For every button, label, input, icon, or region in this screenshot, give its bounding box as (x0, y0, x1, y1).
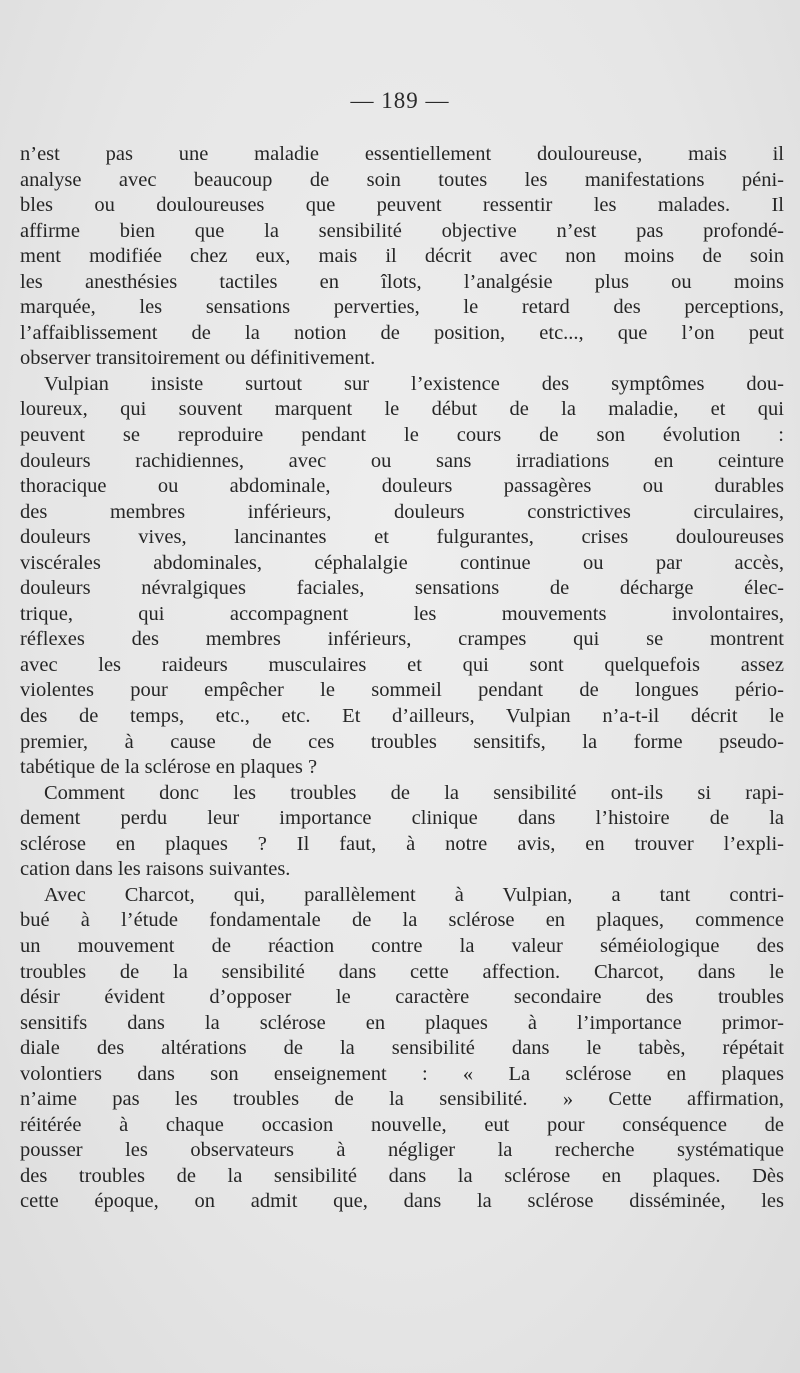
text-line: dement perdu leur importance clinique dans l’histoire de la (20, 807, 784, 830)
text-line: marquée, les sensations perverties, le retard des perceptions, (20, 296, 784, 319)
text-line: troubles de la sensibilité dans cette affection. Charcot, dans le (20, 960, 784, 983)
text-line: affirme bien que la sensibilité objective n’est pas profondé- (20, 219, 784, 242)
text-line: bué à l’étude fondamentale de la sclérose en plaques, commence (20, 909, 784, 932)
text-line: douleurs rachidiennes, avec ou sans irradiations en ceinture (20, 449, 784, 472)
text-line: sensitifs dans la sclérose en plaques à l’importance primor- (20, 1011, 784, 1034)
text-line: avec les raideurs musculaires et qui sont quelquefois assez (20, 653, 784, 676)
text-line: cation dans les raisons suivantes. (20, 858, 291, 881)
text-line: des de temps, etc., etc. Et d’ailleurs, Vulpian n’a-t-il décrit le (20, 705, 784, 728)
text-line: peuvent se reproduire pendant le cours de son évolution : (20, 424, 784, 447)
text-line: pousser les observateurs à négliger la recherche systématique (20, 1139, 784, 1162)
text-line: thoracique ou abdominale, douleurs passagères ou durables (20, 475, 784, 498)
text-line: n’est pas une maladie essentiellement douloureuse, mais il (20, 143, 784, 165)
text-line: Vulpian insiste surtout sur l’existence des symptômes dou- (44, 372, 784, 395)
text-line: les anesthésies tactiles en îlots, l’analgésie plus ou moins (20, 270, 784, 293)
text-line: Avec Charcot, qui, parallèlement à Vulpian, a tant contri- (44, 883, 784, 906)
page-number: — 189 — (350, 88, 450, 113)
text-line: viscérales abdominales, céphalalgie continue ou par accès, (20, 551, 784, 574)
text-line: un mouvement de réaction contre la valeur séméiologique des (20, 934, 784, 957)
text-line: réitérée à chaque occasion nouvelle, eut pour conséquence de (20, 1113, 784, 1136)
text-line: n’aime pas les troubles de la sensibilité. » Cette affirmation, (20, 1088, 784, 1111)
text-line: douleurs vives, lancinantes et fulgurantes, crises douloureuses (20, 526, 784, 549)
text-line: l’affaiblissement de la notion de position, etc..., que l’on peut (20, 321, 784, 344)
text-line: ment modifiée chez eux, mais il décrit avec non moins de soin (20, 245, 784, 268)
text-line: Comment donc les troubles de la sensibilité ont-ils si rapi- (44, 781, 784, 804)
text-line: cette époque, on admit que, dans la sclérose disséminée, les (20, 1190, 784, 1213)
text-line: sclérose en plaques ? Il faut, à notre avis, en trouver l’expli- (20, 832, 784, 855)
body-text (20, 142, 784, 1215)
text-line: analyse avec beaucoup de soin toutes les manifestations péni- (20, 168, 784, 191)
text-line: diale des altérations de la sensibilité dans le tabès, répétait (20, 1037, 784, 1060)
text-line: réflexes des membres inférieurs, crampes qui se montrent (20, 628, 784, 651)
text-line: volontiers dans son enseignement : « La sclérose en plaques (20, 1062, 784, 1085)
text-line: des membres inférieurs, douleurs constrictives circulaires, (20, 500, 784, 523)
text-line: des troubles de la sensibilité dans la sclérose en plaques. Dès (20, 1164, 784, 1187)
text-line: douleurs névralgiques faciales, sensations de décharge élec- (20, 577, 784, 600)
text-line: observer transitoirement ou définitivement. (20, 347, 376, 370)
text-line: premier, à cause de ces troubles sensitifs, la forme pseudo- (20, 730, 784, 753)
text-line: tabétique de la sclérose en plaques ? (20, 756, 318, 779)
text-line: bles ou douloureuses que peuvent ressentir les malades. Il (20, 194, 784, 217)
text-line: trique, qui accompagnent les mouvements involontaires, (20, 602, 784, 625)
text-line: désir évident d’opposer le caractère secondaire des troubles (20, 986, 784, 1009)
text-line: loureux, qui souvent marquent le début de la maladie, et qui (20, 398, 784, 421)
text-line: violentes pour empêcher le sommeil pendant de longues pério- (20, 679, 784, 702)
